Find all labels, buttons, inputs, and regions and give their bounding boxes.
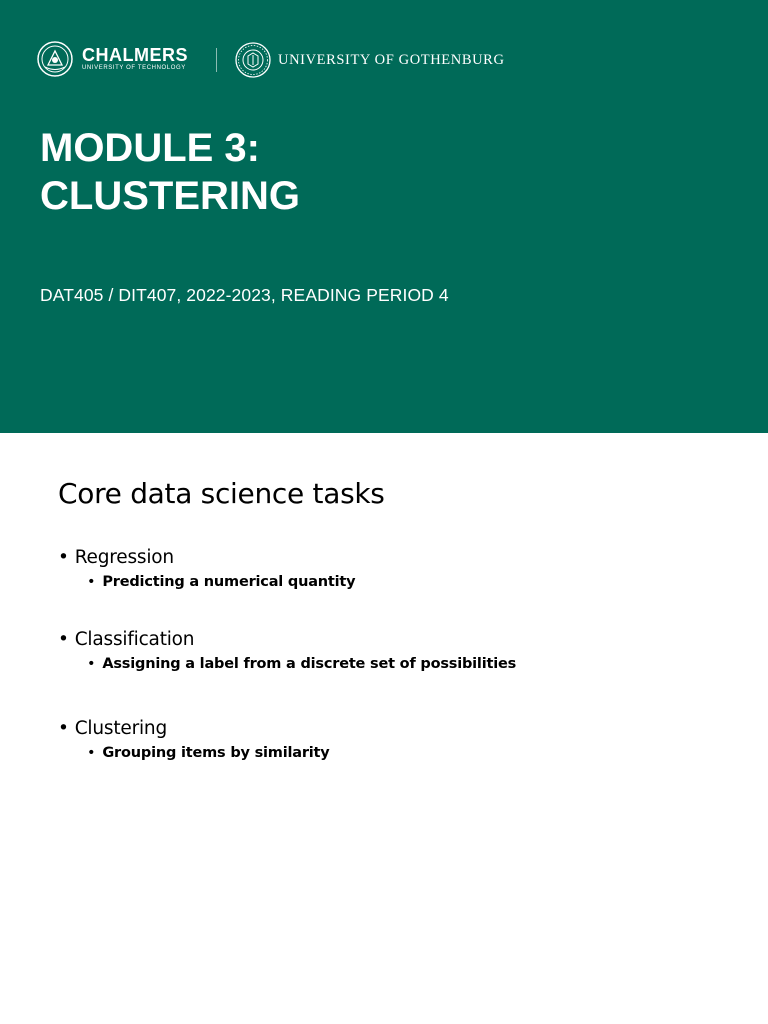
module-title [40,124,300,220]
task-label: • Regression [58,547,355,568]
task-item-regression [58,547,355,590]
gothenburg-seal-icon [235,42,271,78]
module-title-line1: MODULE 3: [40,126,260,170]
gothenburg-name: UNIVERSITY OF GOTHENBURG [278,51,505,68]
task-label: • Clustering [58,718,330,739]
course-info: DAT405 / DIT407, 2022-2023, READING PERIOD 4 [40,285,449,305]
task-description: • Assigning a label from a discrete set of possibilities [87,656,516,672]
task-description: • Grouping items by similarity [87,745,330,761]
chalmers-name: CHALMERS [82,44,188,65]
task-description: • Predicting a numerical quantity [87,574,355,590]
content-slide [0,433,768,1024]
task-label: • Classification [58,629,516,650]
task-item-classification [58,629,516,672]
chalmers-subtitle: UNIVERSITY OF TECHNOLOGY [82,64,186,71]
task-item-clustering [58,718,330,761]
chalmers-seal-icon [37,41,73,77]
slide-heading: Core data science tasks [58,477,385,510]
title-banner [0,0,768,433]
module-title-line2: CLUSTERING [40,174,300,218]
logo-divider [216,48,217,72]
chalmers-logo [37,41,188,77]
gothenburg-logo [235,42,505,78]
